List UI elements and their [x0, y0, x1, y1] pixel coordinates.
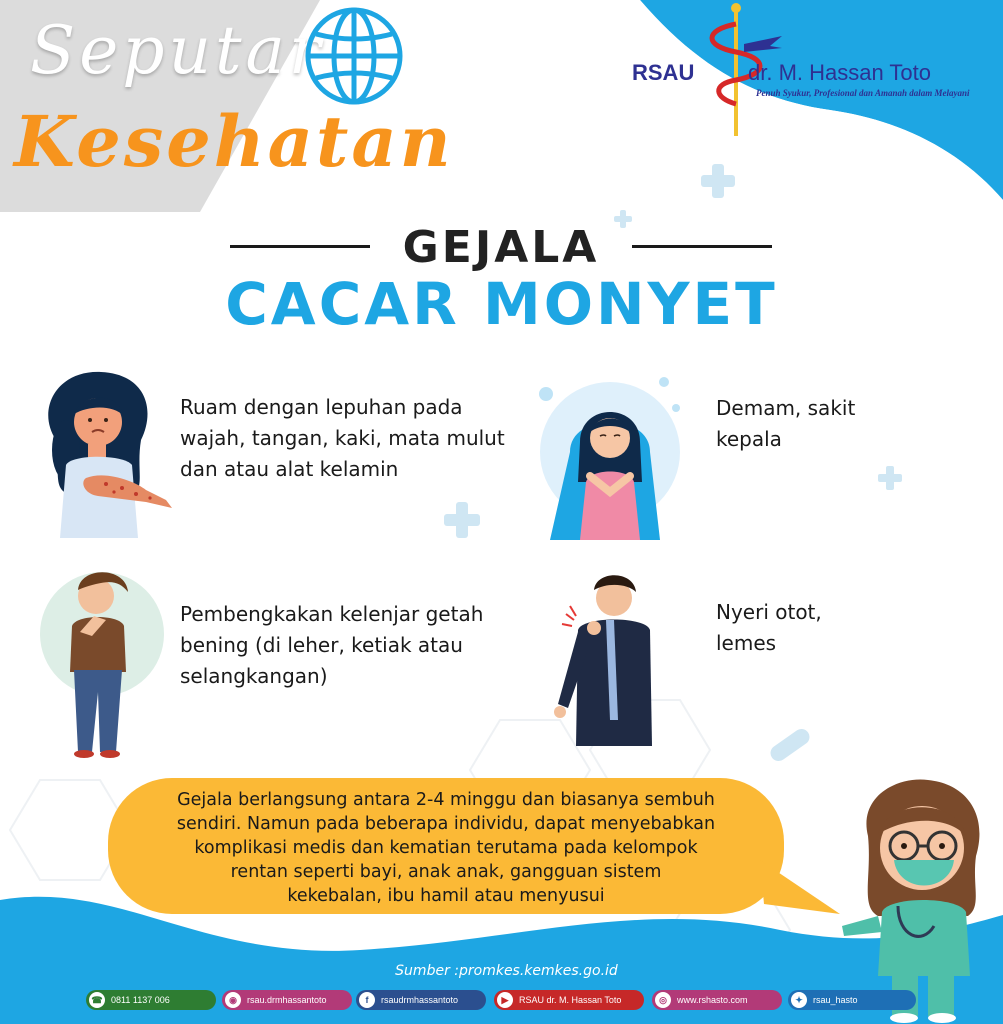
hospital-tagline: Penuh Syukur, Profesional dan Amanah dalam Melayani: [756, 88, 970, 98]
footer-whatsapp-label: 0811 1137 006: [111, 995, 170, 1005]
symptom-rash-line: wajah, tangan, kaki, mata mulut: [180, 426, 505, 450]
footer-facebook[interactable]: [356, 990, 486, 1010]
footer-youtube-label: RSAU dr. M. Hassan Toto: [519, 995, 622, 1005]
symptom-rash: [180, 392, 505, 485]
title-gejala: GEJALA: [402, 222, 600, 273]
website-icon: ◎: [655, 992, 671, 1008]
nurse-illustration: [838, 776, 998, 1024]
footer-twitter[interactable]: [788, 990, 916, 1010]
symptom-muscle-line: lemes: [716, 631, 777, 655]
note-text: [118, 788, 774, 908]
note-line: rentan seperti bayi, anak anak, gangguan sistem: [230, 862, 662, 882]
title-row: [230, 222, 772, 272]
woman-with-rash-illustration: [26, 370, 176, 542]
symptom-fever-line: Demam, sakit: [716, 396, 856, 420]
facebook-icon: f: [359, 992, 375, 1008]
note-line: kekebalan, ibu hamil atau menyusui: [287, 886, 605, 906]
brand-seputar: Seputar: [30, 12, 325, 89]
symptom-rash-line: dan atau alat kelamin: [180, 457, 399, 481]
symptom-lymph-line: selangkangan): [180, 664, 328, 688]
instagram-icon: ◉: [225, 992, 241, 1008]
symptom-lymph-line: Pembengkakan kelenjar getah: [180, 602, 484, 626]
symptom-muscle: [716, 597, 822, 659]
youtube-icon: ▶: [497, 992, 513, 1008]
footer-facebook-label: rsaudrmhassantoto: [381, 995, 459, 1005]
woman-with-fever-illustration: [530, 372, 690, 544]
brand-kesehatan: Kesehatan: [14, 100, 454, 183]
globe-icon: [300, 2, 408, 110]
man-holding-neck-illustration: [36, 562, 166, 762]
note-line: komplikasi medis dan kematian terutama pada kelompok: [194, 838, 698, 858]
symptom-lymph: [180, 599, 483, 692]
footer-twitter-label: rsau_hasto: [813, 995, 858, 1005]
footer-website[interactable]: [652, 990, 782, 1010]
twitter-icon: ✦: [791, 992, 807, 1008]
footer-instagram-label: rsau.drmhassantoto: [247, 995, 327, 1005]
title-cacar-monyet: CACAR MONYET: [225, 270, 778, 338]
source-credit: Sumber :promkes.kemkes.go.id: [395, 963, 618, 979]
symptom-fever: [716, 393, 855, 455]
note-line: Gejala berlangsung antara 2-4 minggu dan biasanya sembuh: [177, 790, 715, 810]
footer-website-label: www.rshasto.com: [677, 995, 748, 1005]
hospital-prefix: RSAU: [632, 60, 695, 85]
symptom-muscle-line: Nyeri otot,: [716, 600, 822, 624]
symptom-rash-line: Ruam dengan lepuhan pada: [180, 395, 463, 419]
hospital-name: dr. M. Hassan Toto: [748, 60, 932, 85]
whatsapp-icon: ☎: [89, 992, 105, 1008]
man-holding-shoulder-illustration: [548, 570, 668, 750]
footer-youtube[interactable]: [494, 990, 644, 1010]
footer-whatsapp[interactable]: [86, 990, 216, 1010]
hospital-logo: [632, 60, 992, 120]
symptom-fever-line: kepala: [716, 427, 782, 451]
footer-instagram[interactable]: [222, 990, 352, 1010]
note-line: sendiri. Namun pada beberapa individu, dapat menyebabkan: [176, 814, 716, 834]
symptom-lymph-line: bening (di leher, ketiak atau: [180, 633, 463, 657]
